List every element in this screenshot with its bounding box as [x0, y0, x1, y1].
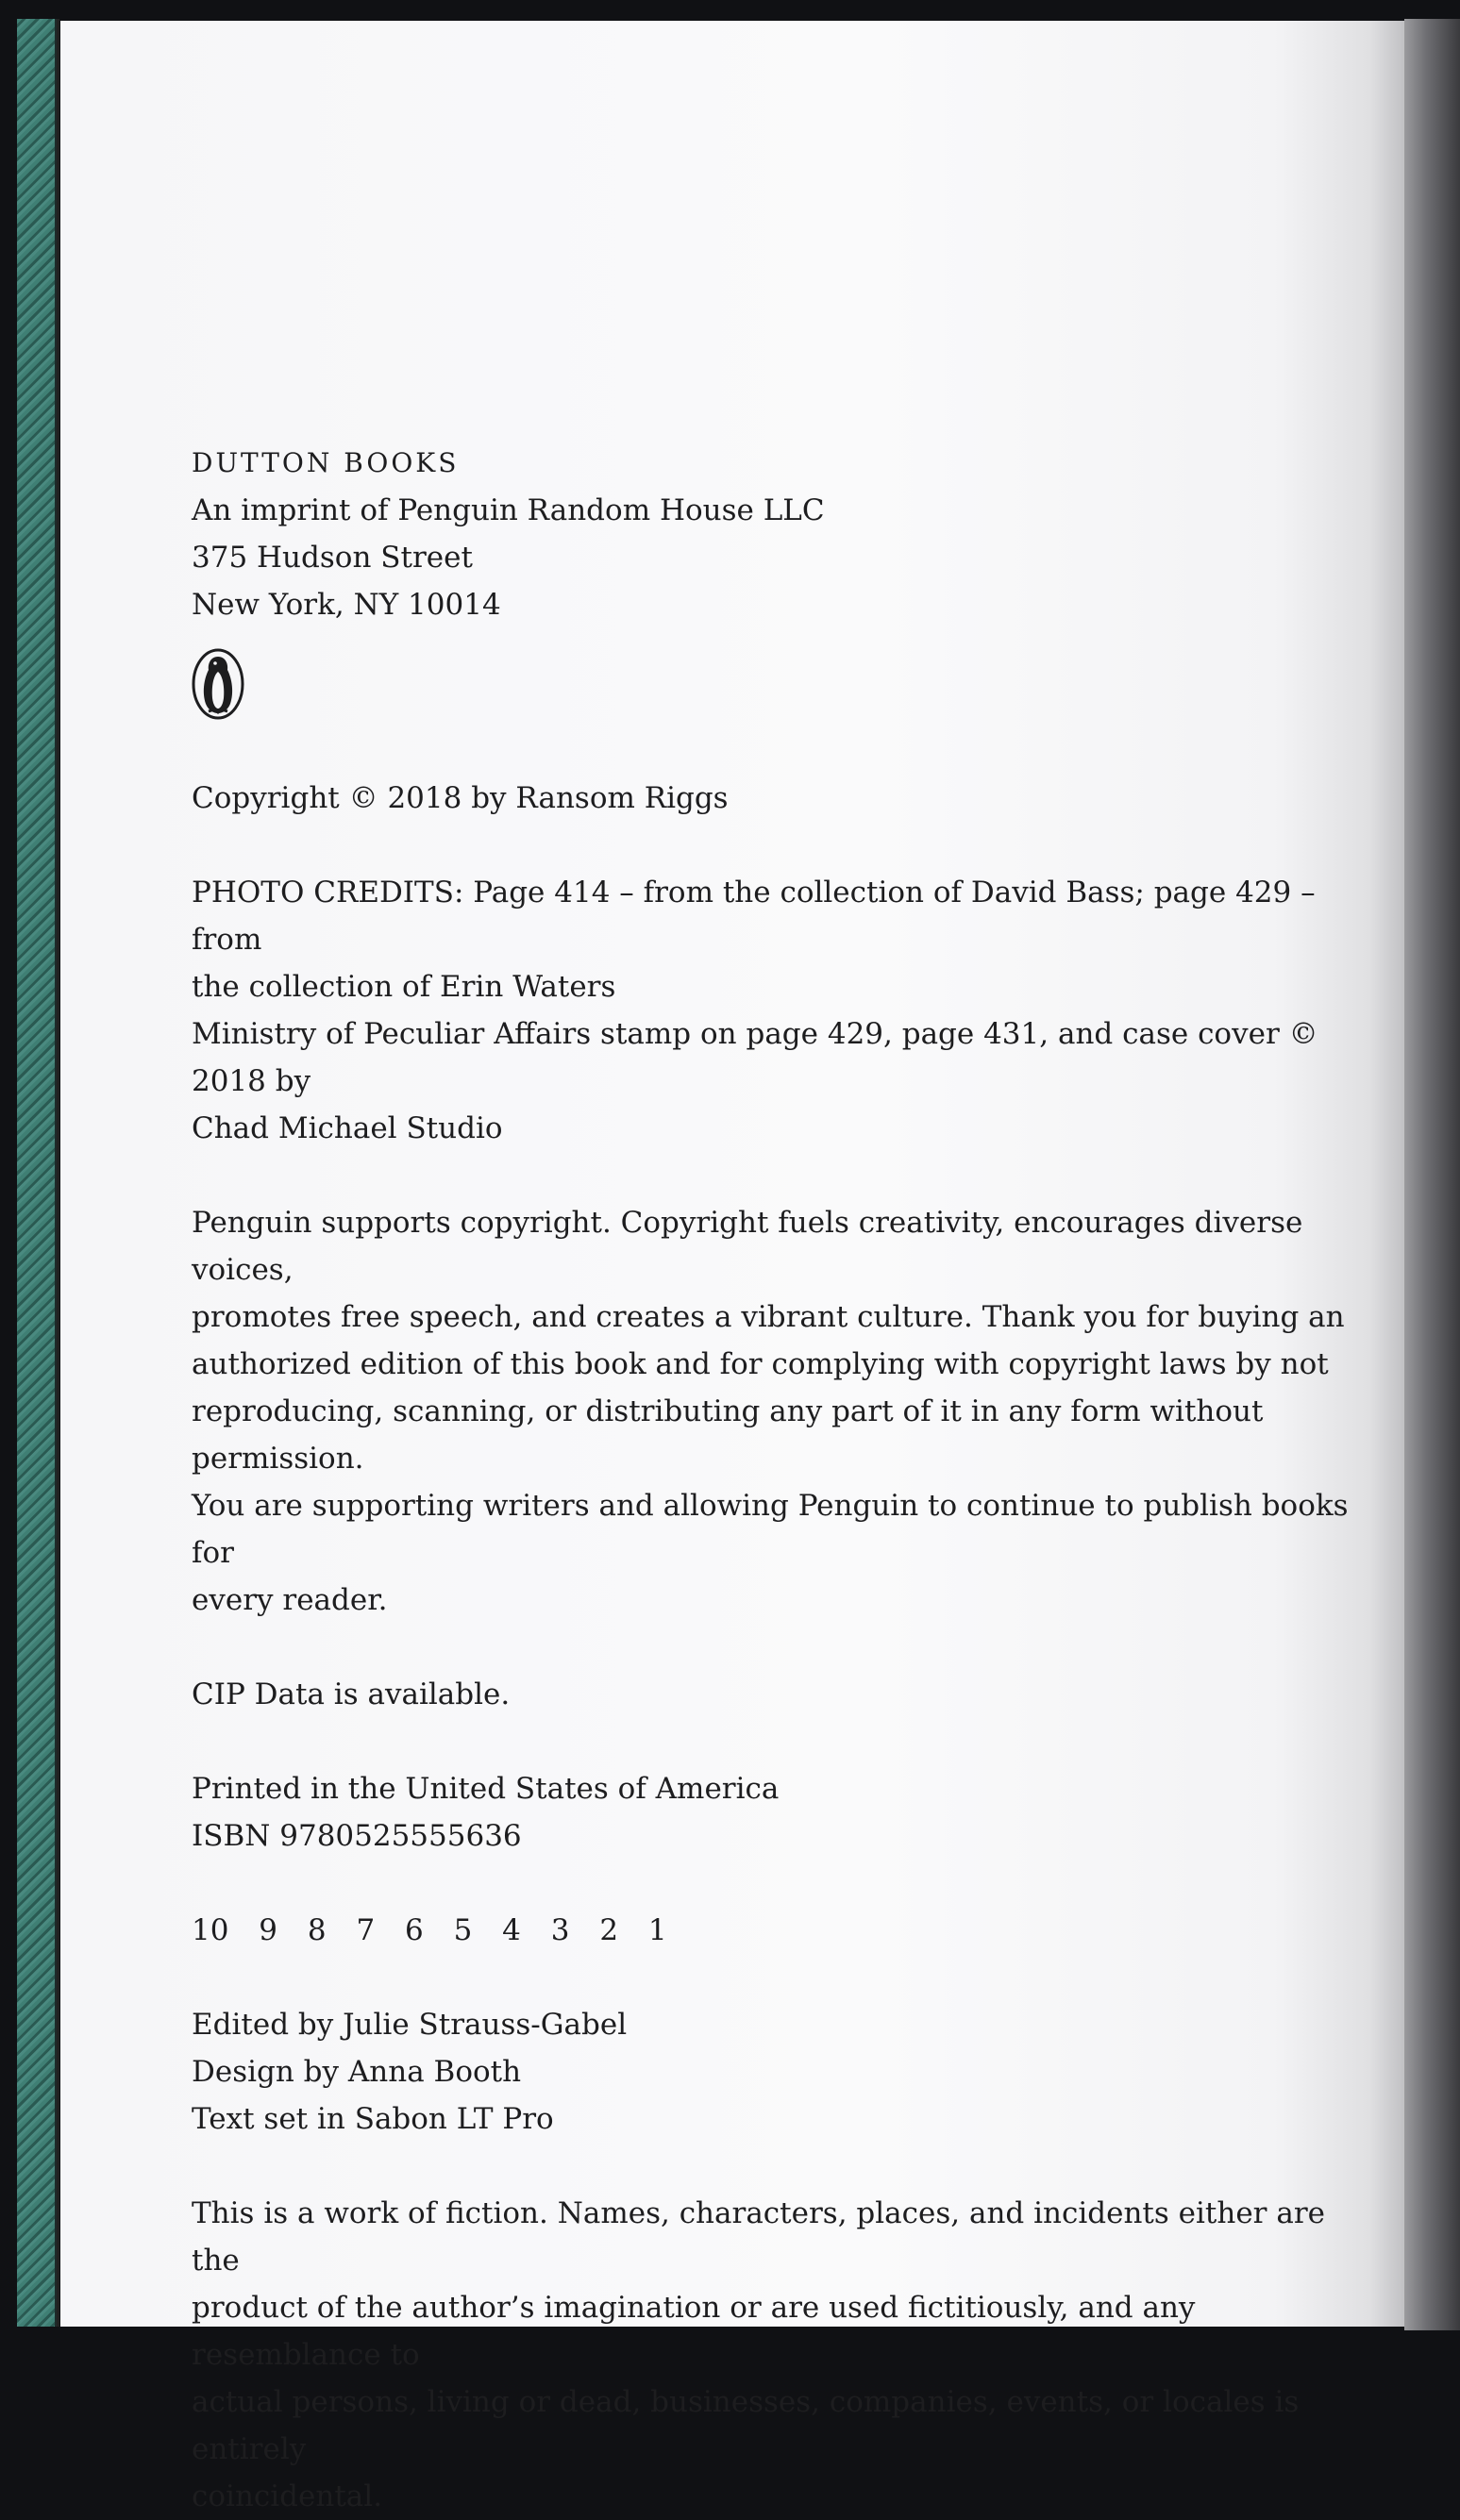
cip-block	[192, 1671, 1352, 1718]
printing-block	[192, 1765, 1352, 1860]
statement-line: every reader.	[192, 1583, 388, 1617]
penguin-logo-icon	[192, 647, 244, 721]
imprint-line: An imprint of Penguin Random House LLC	[192, 493, 825, 527]
statement-line: You are supporting writers and allowing Penguin to continue to publish books for	[192, 1489, 1349, 1570]
photo-credits-line: the collection of Erin Waters	[192, 970, 616, 1004]
statement-line: reproducing, scanning, or distributing any part of it in any form without permission.	[192, 1394, 1264, 1476]
book-spine	[17, 19, 57, 2327]
statement-line: authorized edition of this book and for complying with copyright laws by not	[192, 1347, 1329, 1381]
address-street: 375 Hudson Street	[192, 541, 473, 575]
imprint-block	[192, 440, 1352, 628]
copyright-statement-block	[192, 1199, 1352, 1624]
editor-credit: Edited by Julie Strauss-Gabel	[192, 2008, 628, 2042]
spine-divider	[57, 19, 59, 2327]
copyright-block	[192, 775, 1352, 822]
disclaimer-line: coincidental.	[192, 2479, 383, 2513]
print-run-block	[192, 1907, 1352, 1954]
disclaimer-line: product of the author’s imagination or are used fictitiously, and any resemblance to	[192, 2291, 1196, 2372]
copyright-page-text	[192, 440, 1352, 2520]
photo-credits-block	[192, 869, 1352, 1152]
fiction-disclaimer-block	[192, 2190, 1352, 2520]
imprint-name: DUTTON BOOKS	[192, 447, 460, 478]
photo-credits-line: Ministry of Peculiar Affairs stamp on page 429, page 431, and case cover © 2018 by	[192, 1017, 1318, 1098]
typeface-credit: Text set in Sabon LT Pro	[192, 2102, 554, 2136]
disclaimer-line: actual persons, living or dead, businesses, companies, events, or locales is entirely	[192, 2385, 1300, 2466]
design-credit: Design by Anna Booth	[192, 2055, 522, 2089]
statement-line: Penguin supports copyright. Copyright fuels creativity, encourages diverse voices,	[192, 1206, 1303, 1287]
cip-data: CIP Data is available.	[192, 1677, 511, 1711]
address-city: New York, NY 10014	[192, 588, 501, 622]
printed-in: Printed in the United States of America	[192, 1772, 780, 1806]
print-run-numbers: 10 9 8 7 6 5 4 3 2 1	[192, 1913, 667, 1947]
photo-credits-line: PHOTO CREDITS: Page 414 – from the collection of David Bass; page 429 – from	[192, 876, 1316, 957]
production-credits-block	[192, 2001, 1352, 2143]
copyright-notice: Copyright © 2018 by Ransom Riggs	[192, 781, 729, 815]
photo-credits-line: Chad Michael Studio	[192, 1111, 503, 1145]
isbn: ISBN 9780525555636	[192, 1819, 522, 1853]
statement-line: promotes free speech, and creates a vibrant culture. Thank you for buying an	[192, 1300, 1345, 1334]
page-edge-shadow	[1404, 19, 1460, 2330]
disclaimer-line: This is a work of fiction. Names, characters, places, and incidents either are the	[192, 2196, 1325, 2278]
